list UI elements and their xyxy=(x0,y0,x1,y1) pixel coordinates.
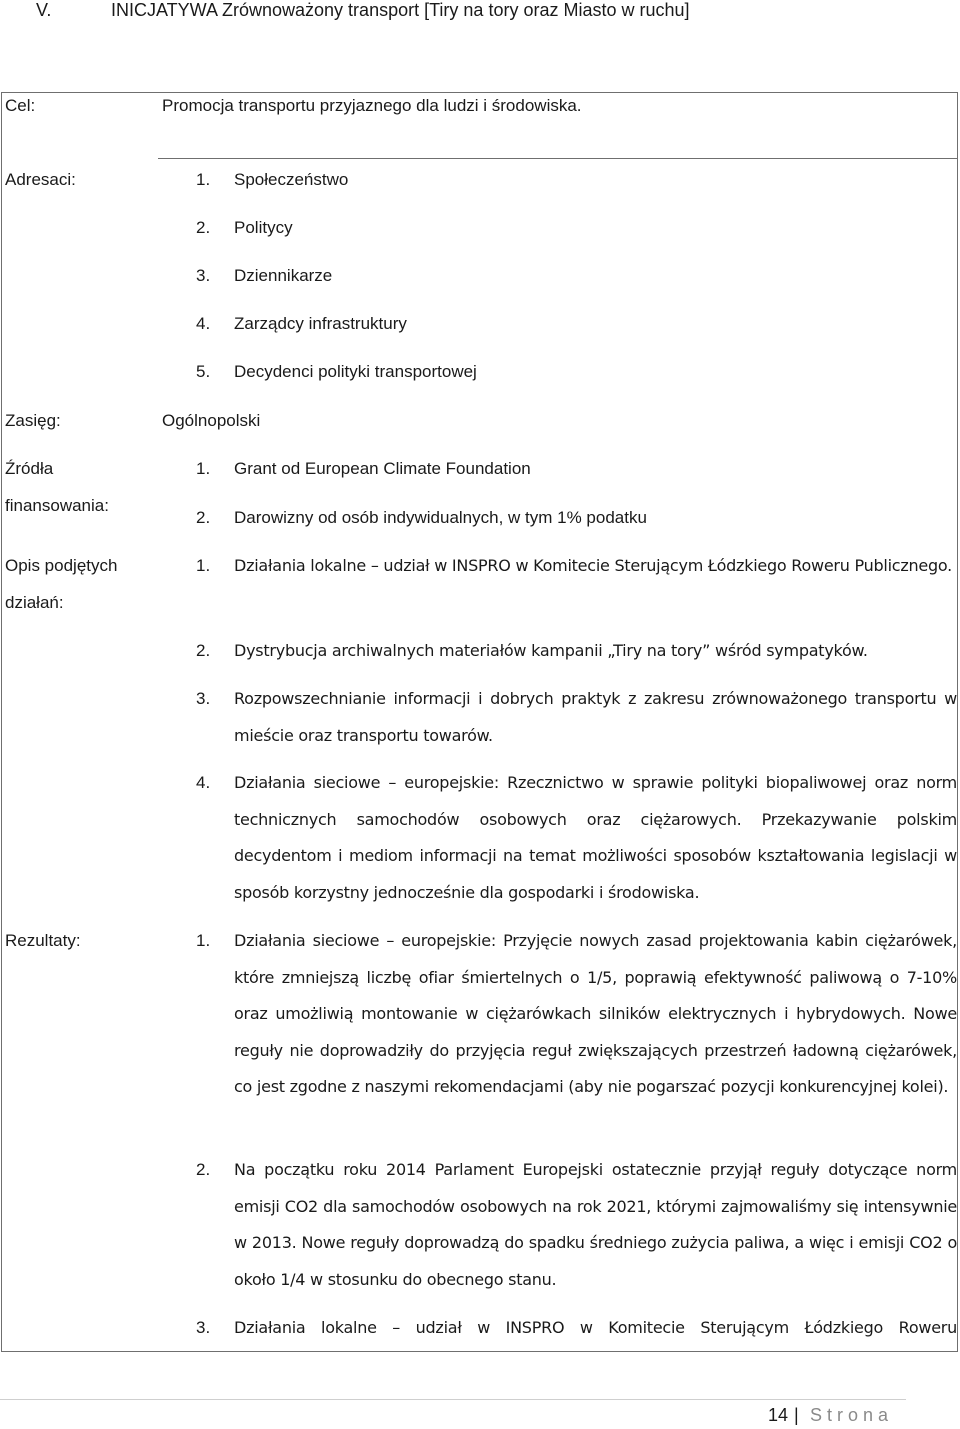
row-label-zasieg: Zasięg: xyxy=(5,411,61,430)
list-item-number: 2. xyxy=(196,1160,211,1179)
initiative-table xyxy=(1,92,958,1352)
row-label-opis-line1: Opis podjętych xyxy=(5,556,118,575)
row-label-rezultaty: Rezultaty: xyxy=(5,931,81,950)
row-value-zasieg: Ogólnopolski xyxy=(162,411,261,430)
list-item-text: Działania lokalne – udział w INSPRO w Komitecie Sterującym Łódzkiego Roweru xyxy=(234,1318,957,1337)
table-border-row1 xyxy=(158,158,958,159)
list-item-number: 2. xyxy=(196,508,211,527)
list-item-text: Społeczeństwo xyxy=(234,170,349,189)
list-item-text: Działania sieciowe – europejskie: Rzecznictwo w sprawie polityki biopaliwowej oraz norm technicznych samochodów osobowych oraz ciężarowych. Przekazywanie polskim decydentom i mediom informacji na temat możliwości sposobów kształtowania legislacji w sposób korzystny jednocześnie dla gospodarki i środowiska. xyxy=(234,773,957,902)
list-item-number: 5. xyxy=(196,362,211,381)
list-item-text: Na początku roku 2014 Parlament Europejski ostatecznie przyjął reguły dotyczące norm emisji CO2 dla samochodów osobowych na rok 2021, którymi zajmowaliśmy się intensywnie w 2013. Nowe reguły doprowadzą do spadku średniego zużycia paliwa, a więc i emisji CO2 o około 1/4 w stosunku do obecnego stanu. xyxy=(234,1160,957,1289)
footer-separator: | xyxy=(794,1405,799,1425)
table-border-bottom xyxy=(1,1351,958,1352)
section-heading xyxy=(0,0,960,22)
list-item-number: 1. xyxy=(196,459,211,478)
row-value-cel: Promocja transportu przyjaznego dla ludzi i środowiska. xyxy=(162,96,582,115)
list-item-text: Zarządcy infrastruktury xyxy=(234,314,407,333)
list-item-text: Dziennikarze xyxy=(234,266,333,285)
page-word: Strona xyxy=(810,1405,894,1425)
section-title: INICJATYWA Zrównoważony transport [Tiry na tory oraz Miasto w ruchu] xyxy=(111,0,690,20)
list-item-number: 3. xyxy=(196,1318,211,1337)
list-item-text: Rozpowszechnianie informacji i dobrych praktyk z zakresu zrównoważonego transportu w mieście oraz transportu towarów. xyxy=(234,689,957,745)
list-item-text: Dystrybucja archiwalnych materiałów kampanii „Tiry na tory” wśród sympatyków. xyxy=(234,641,868,660)
list-item-text: Darowizny od osób indywidualnych, w tym 1% podatku xyxy=(234,508,647,527)
list-item-number: 4. xyxy=(196,773,211,792)
list-item-number: 3. xyxy=(196,266,211,285)
row-label-adresaci: Adresaci: xyxy=(5,170,76,189)
list-item-text: Decydenci polityki transportowej xyxy=(234,362,477,381)
list-item-number: 2. xyxy=(196,641,211,660)
footer-divider xyxy=(0,1399,906,1400)
table-border-right xyxy=(957,92,958,1352)
list-item-number: 4. xyxy=(196,314,211,333)
row-label-opis-line2: działań: xyxy=(5,593,64,612)
list-item-number: 1. xyxy=(196,931,211,950)
page-footer xyxy=(0,1399,960,1429)
page-number: 14 xyxy=(768,1405,789,1425)
list-item-number: 2. xyxy=(196,218,211,237)
row-label-zrodla-line2: finansowania: xyxy=(5,496,109,515)
list-item-text: Politycy xyxy=(234,218,293,237)
list-item-number: 1. xyxy=(196,170,211,189)
list-item-number: 3. xyxy=(196,689,211,708)
list-item-number: 1. xyxy=(196,556,211,575)
list-item-text: Grant od European Climate Foundation xyxy=(234,459,531,478)
row-label-cel: Cel: xyxy=(5,96,36,115)
table-border-left xyxy=(1,92,2,1352)
list-item-text: Działania lokalne – udział w INSPRO w Komitecie Sterującym Łódzkiego Roweru Publicznego. xyxy=(234,556,952,575)
row-label-zrodla-line1: Źródła xyxy=(5,459,54,478)
list-item-text: Działania sieciowe – europejskie: Przyjęcie nowych zasad projektowania kabin ciężarówek, które zmniejszą liczbę ofiar śmiertelnych o 1/5, poprawią efektywność paliwową o 7-10% oraz umożliwią montowanie w ciężarówkach silników elektrycznych i hybrydowych. Nowe reguły nie doprowadziły do przyjęcia reguł zwiększających przestrzeń ładowną ciężarówek, co jest zgodne z naszymi rekomendacjami (aby nie pogarszać pozycji konkurencyjnej kolei). xyxy=(234,931,957,1096)
section-number: V. xyxy=(36,0,52,20)
